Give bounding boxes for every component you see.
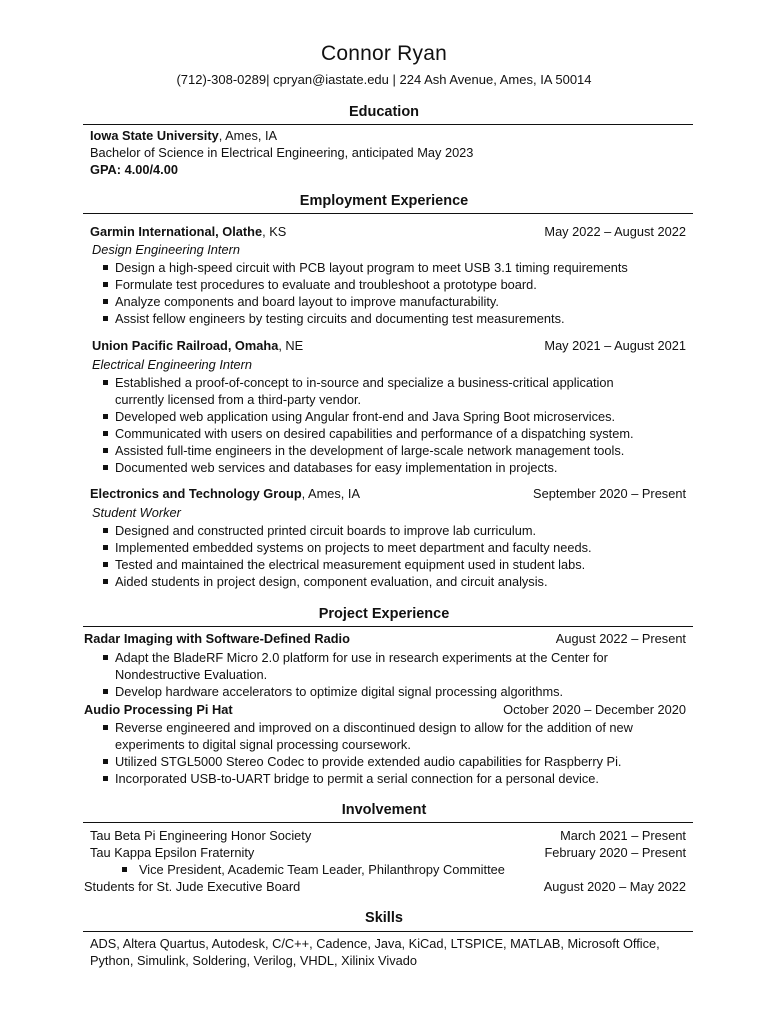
bullet-text: Developed web application using Angular front-end and Java Spring Boot microservices. [115,409,616,424]
job-bullet [103,460,557,476]
job-dates: May 2021 – August 2021 [544,338,686,353]
job-org-line [90,486,360,502]
bullet-text: Assisted full-time engineers in the development of large-scale network management tools. [115,443,625,458]
education-heading: Education [348,104,420,120]
job-org: Garmin International, Olathe [90,224,263,239]
project-name: Radar Imaging with Software-Defined Radio [84,631,350,646]
bullet-text: Adapt the BladeRF Micro 2.0 platform for use in research experiments at the Center for [115,650,608,665]
project-bullet [103,754,621,770]
job-bullet [103,523,536,539]
involvement-item: Tau Beta Pi Engineering Honor Society [90,828,312,843]
bullet-continuation: currently licensed from a third-party vendor. [115,392,362,407]
bullet-marker-icon [103,448,108,453]
job-bullet [103,557,585,573]
bullet-marker-icon [103,465,108,470]
employment-divider [83,213,693,214]
bullet-text: Communicated with users on desired capabilities and performance of a dispatching system. [115,426,634,441]
job-org: Electronics and Technology Group [90,486,302,501]
education-gpa: GPA: 4.00/4.00 [90,162,178,177]
job-bullet [103,426,634,442]
bullet-text: Assist fellow engineers by testing circuits and documenting test measurements. [115,311,565,326]
bullet-marker-icon [103,562,108,567]
employment-heading: Employment Experience [299,193,469,209]
school-location: , Ames, IA [218,128,278,143]
bullet-marker-icon [103,265,108,270]
involvement-sub-bullet [122,862,505,878]
job-bullet [103,443,624,459]
job-location: , Ames, IA [301,486,360,501]
bullet-text: Vice President, Academic Team Leader, Philanthropy Committee [139,862,505,877]
job-org: Union Pacific Railroad, Omaha [92,338,279,353]
project-bullet [103,684,563,700]
job-role: Electrical Engineering Intern [92,357,253,372]
job-bullet [103,277,537,293]
job-org-line [92,338,303,354]
bullet-marker-icon [122,867,127,872]
job-bullet [103,540,592,556]
bullet-marker-icon [103,431,108,436]
bullet-text: Tested and maintained the electrical measurement equipment used in student labs. [115,557,586,572]
bullet-text: Develop hardware accelerators to optimize digital signal processing algorithms. [115,684,564,699]
job-dates: May 2022 – August 2022 [544,224,686,239]
projects-heading: Project Experience [318,606,450,622]
job-bullet [103,294,499,310]
bullet-marker-icon [103,759,108,764]
bullet-text: Implemented embedded systems on projects to meet department and faculty needs. [115,540,592,555]
bullet-marker-icon [103,528,108,533]
project-dates: August 2022 – Present [555,631,686,646]
bullet-text: Documented web services and databases for easy implementation in projects. [115,460,558,475]
bullet-marker-icon [103,579,108,584]
skills-line: Python, Simulink, Soldering, Verilog, VHDL, Xilinix Vivado [90,953,417,968]
involvement-dates: August 2020 – May 2022 [543,879,686,894]
project-bullet [103,720,633,736]
bullet-marker-icon [103,545,108,550]
bullet-marker-icon [103,655,108,660]
skills-line: ADS, Altera Quartus, Autodesk, C/C++, Cadence, Java, KiCad, LTSPICE, MATLAB, Microsoft Office, [90,936,660,951]
bullet-text: Formulate test procedures to evaluate and troubleshoot a prototype board. [115,277,537,292]
skills-heading: Skills [365,910,403,926]
bullet-text: Incorporated USB-to-UART bridge to permit a serial connection for a personal device. [115,771,599,786]
job-bullet [103,574,548,590]
project-dates: October 2020 – December 2020 [503,702,686,717]
education-school-line [90,128,277,144]
school-name: Iowa State University [90,128,219,143]
job-bullet [103,260,628,276]
bullet-marker-icon [103,414,108,419]
candidate-name: Connor Ryan [321,42,447,65]
bullet-text: Established a proof-of-concept to in-source and specialize a business-critical application [115,375,614,390]
bullet-marker-icon [103,380,108,385]
education-divider [83,124,693,125]
bullet-marker-icon [103,316,108,321]
contact-line: (712)-308-0289| cpryan@iastate.edu | 224 Ash Avenue, Ames, IA 50014 [176,72,592,87]
bullet-continuation: experiments to digital signal processing coursework. [115,737,411,752]
bullet-marker-icon [103,725,108,730]
involvement-dates: March 2021 – Present [560,828,686,843]
project-bullet [103,650,608,666]
job-bullet [103,311,565,327]
job-location: , NE [278,338,304,353]
skills-divider [83,931,693,932]
bullet-marker-icon [103,299,108,304]
involvement-divider [83,822,693,823]
bullet-text: Design a high-speed circuit with PCB layout program to meet USB 3.1 timing requirements [115,260,628,275]
bullet-text: Analyze components and board layout to improve manufacturability. [115,294,499,309]
job-org-line [90,224,286,240]
involvement-item: Tau Kappa Epsilon Fraternity [90,845,255,860]
job-role: Student Worker [92,505,181,520]
bullet-text: Aided students in project design, component evaluation, and circuit analysis. [115,574,548,589]
bullet-marker-icon [103,776,108,781]
bullet-marker-icon [103,282,108,287]
involvement-item: Students for St. Jude Executive Board [84,879,301,894]
education-degree: Bachelor of Science in Electrical Engineering, anticipated May 2023 [90,145,474,160]
involvement-heading: Involvement [341,802,427,818]
bullet-marker-icon [103,689,108,694]
projects-divider [83,626,693,627]
bullet-text: Utilized STGL5000 Stereo Codec to provide extended audio capabilities for Raspberry Pi. [115,754,622,769]
job-bullet [103,409,615,425]
job-location: , KS [262,224,287,239]
project-bullet [103,771,599,787]
bullet-text: Designed and constructed printed circuit boards to improve lab curriculum. [115,523,537,538]
bullet-continuation: Nondestructive Evaluation. [115,667,268,682]
job-role: Design Engineering Intern [92,242,240,257]
job-dates: September 2020 – Present [533,486,686,501]
bullet-text: Reverse engineered and improved on a discontinued design to allow for the addition of new [115,720,633,735]
involvement-dates: February 2020 – Present [544,845,686,860]
job-bullet [103,375,614,391]
project-name: Audio Processing Pi Hat [84,702,233,717]
